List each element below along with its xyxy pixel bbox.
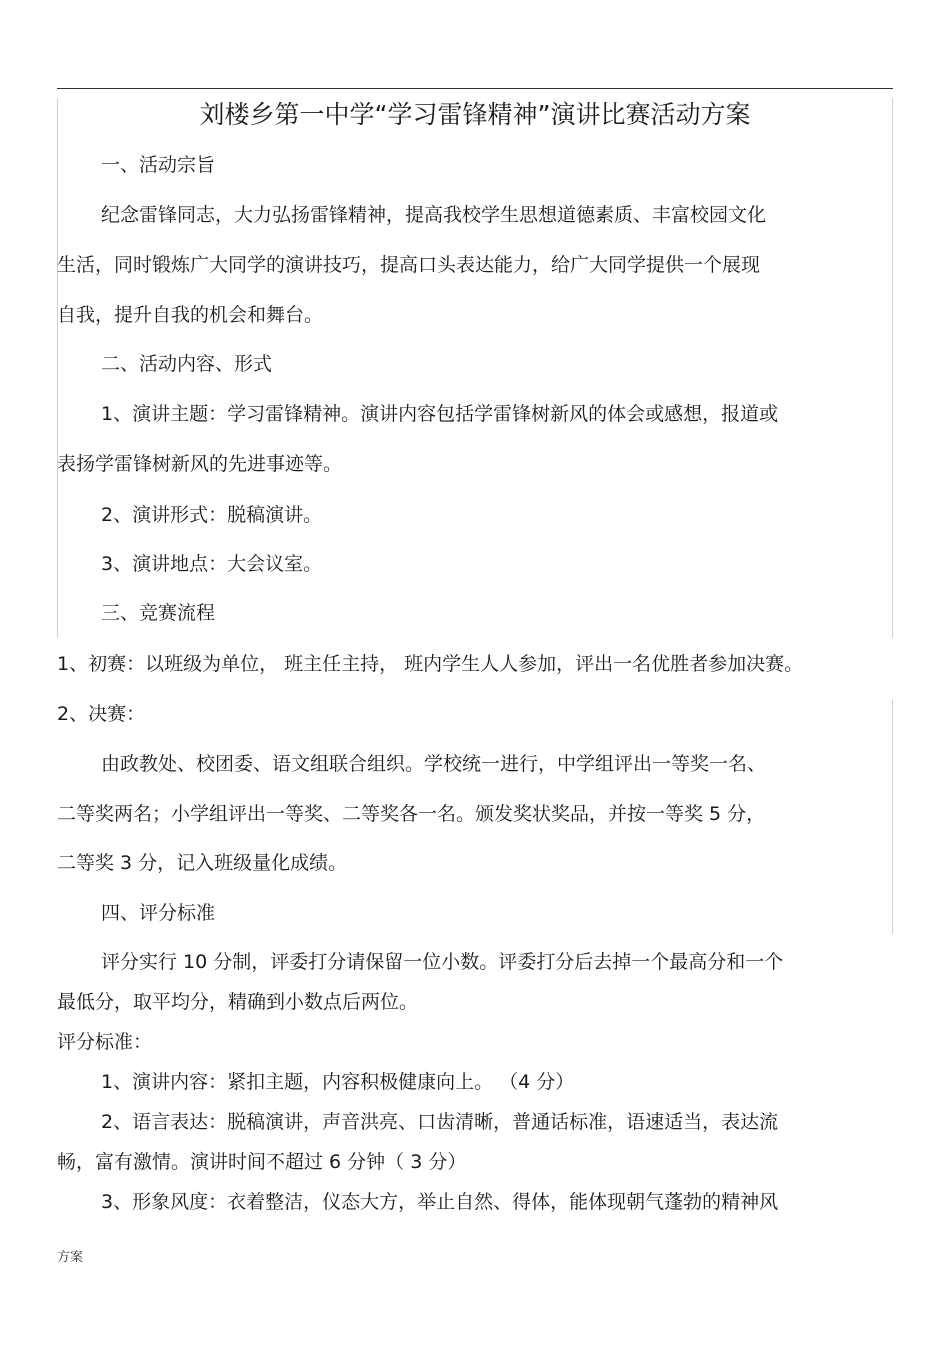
top-rule	[57, 88, 893, 89]
page-footer: 方案	[57, 1250, 84, 1265]
paragraph-line: 表扬学雷锋树新风的先进事迹等。	[57, 453, 343, 475]
left-margin-line	[57, 98, 58, 638]
right-margin-line-lower	[892, 700, 893, 934]
paragraph-line: 畅，富有激情。演讲时间不超过 6 分钟（ 3 分）	[57, 1151, 467, 1173]
paragraph-line: 1、演讲主题：学习雷锋精神。演讲内容包括学雷锋树新风的体会或感想，报道或	[101, 403, 779, 425]
paragraph-line: 由政教处、校团委、语文组联合组织。学校统一进行，中学组评出一等奖一名、	[101, 753, 767, 775]
paragraph-line: 3、形象风度：衣着整洁，仪态大方，举止自然、得体，能体现朝气蓬勃的精神风	[101, 1191, 779, 1213]
section-heading-1: 一、活动宗旨	[101, 154, 216, 176]
paragraph-line: 2、决赛：	[57, 703, 146, 725]
section-heading-3: 三、竞赛流程	[101, 602, 216, 624]
document-title: 刘楼乡第一中学“学习雷锋精神”演讲比赛活动方案	[199, 100, 751, 129]
paragraph-line: 评分标准：	[57, 1031, 153, 1053]
paragraph-line: 最低分，取平均分，精确到小数点后两位。	[57, 991, 419, 1013]
section-heading-2: 二、活动内容、形式	[101, 353, 273, 375]
section-heading-4: 四、评分标准	[101, 902, 216, 924]
paragraph-line: 2、演讲形式：脱稿演讲。	[101, 504, 323, 526]
paragraph-line: 1、演讲内容：紧扣主题，内容积极健康向上。 （4 分）	[101, 1071, 575, 1093]
paragraph-line: 2、语言表达：脱稿演讲，声音洪亮、口齿清晰，普通话标准，语速适当，表达流	[101, 1111, 779, 1133]
paragraph-line: 二等奖 3 分，记入班级量化成绩。	[57, 852, 348, 874]
paragraph-line: 纪念雷锋同志，大力弘扬雷锋精神，提高我校学生思想道德素质、丰富校园文化	[101, 204, 767, 226]
paragraph-line: 二等奖两名；小学组评出一等奖、二等奖各一名。颁发奖状奖品，并按一等奖 5 分，	[57, 803, 766, 825]
right-margin-line	[892, 98, 893, 638]
paragraph-line: 1、初赛：以班级为单位， 班主任主持， 班内学生人人参加，评出一名优胜者参加决赛。	[57, 653, 804, 675]
paragraph-line: 3、演讲地点：大会议室。	[101, 553, 323, 575]
paragraph-line: 生活，同时锻炼广大同学的演讲技巧，提高口头表达能力，给广大同学提供一个展现	[57, 254, 761, 276]
paragraph-line: 评分实行 10 分制，评委打分请保留一位小数。评委打分后去掉一个最高分和一个	[101, 951, 784, 973]
paragraph-line: 自我，提升自我的机会和舞台。	[57, 304, 324, 326]
